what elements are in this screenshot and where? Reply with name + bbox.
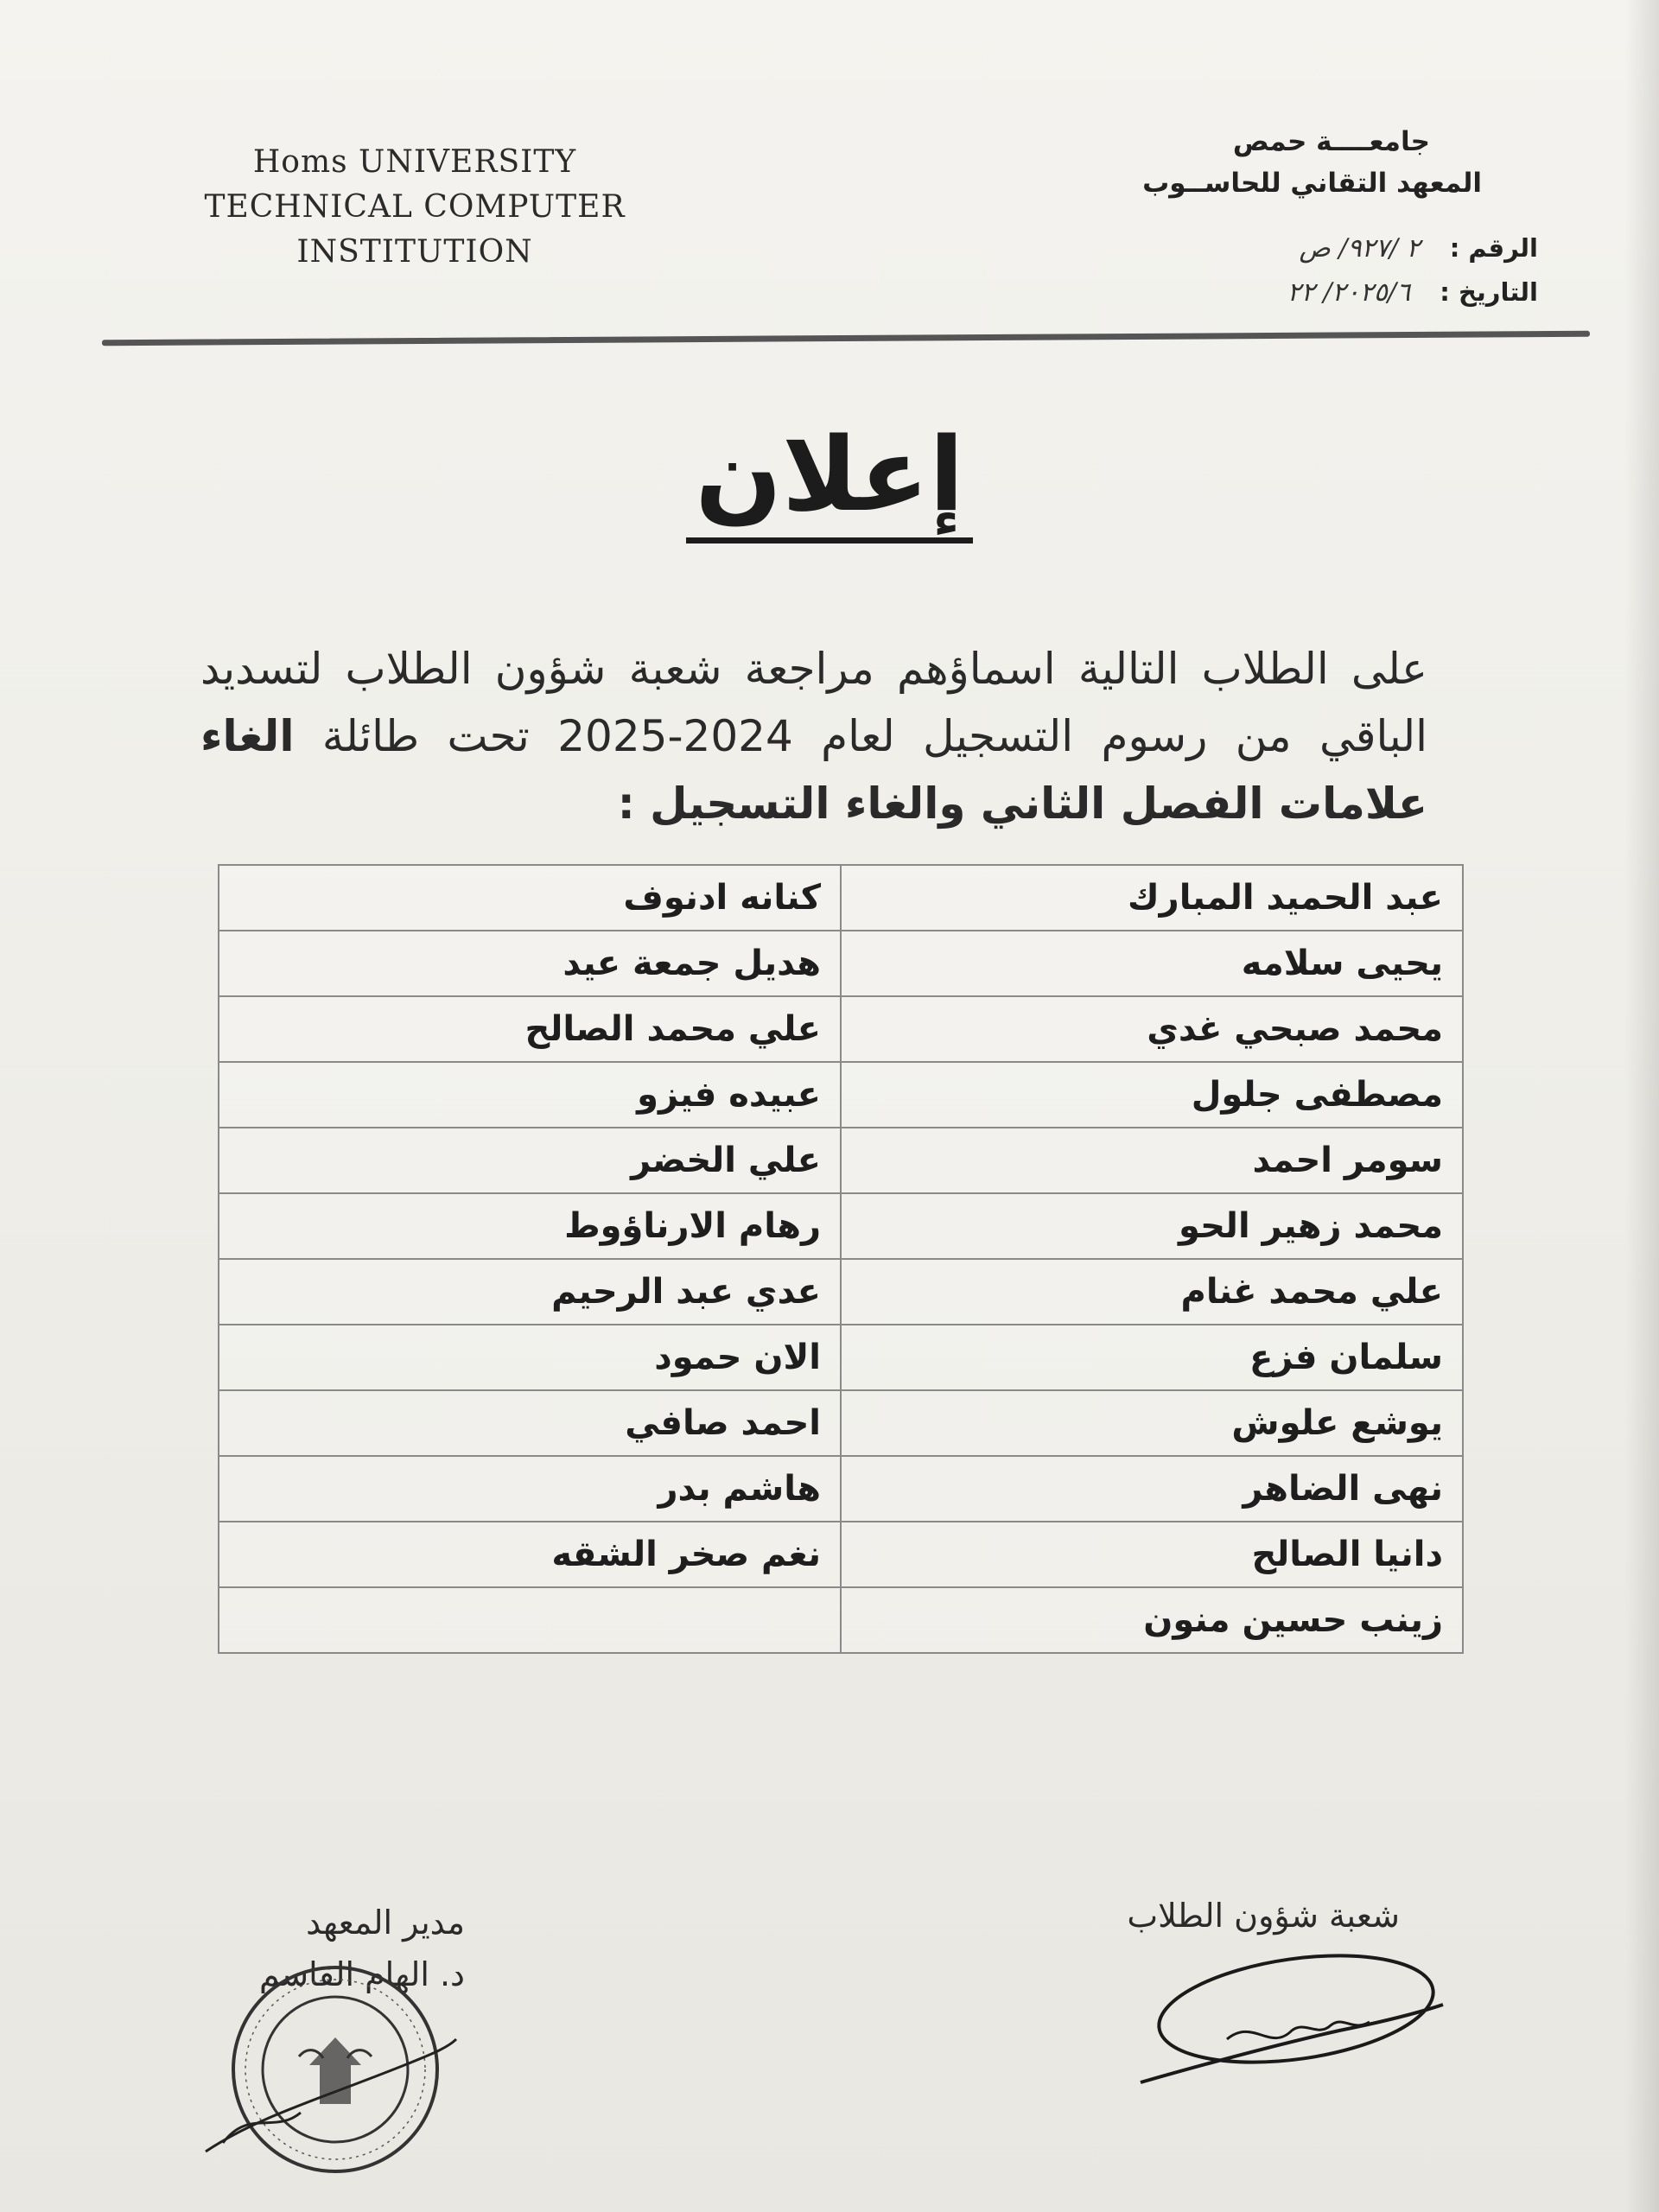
en-header-line-2: TECHNICAL COMPUTER [204,189,626,225]
student-name-cell: الان حمود [219,1325,841,1390]
header-divider [102,331,1590,346]
student-affairs-signature-block [1127,1897,1400,1935]
student-name-cell: عبيده فيزو [219,1062,841,1128]
table-row [219,1325,1463,1390]
director-title: مدير المعهد [306,1904,465,1942]
table-row [219,1062,1463,1128]
english-letterhead [173,140,657,275]
table-row [219,1587,1463,1653]
ar-header-line-2: المعهد التقاني للحاســوب [1142,168,1482,199]
student-name-cell: محمد زهير الحو [841,1193,1463,1259]
ar-header-line-1: جامعــــة حمص [1232,126,1430,157]
reference-block [1020,226,1538,315]
student-name-cell: رهام الارناؤوط [219,1193,841,1259]
student-name-cell: يوشع علوش [841,1390,1463,1456]
announcement-title [0,415,1659,534]
page-shadow [1624,0,1659,2212]
student-name-cell: نغم صخر الشقه [219,1522,841,1587]
student-name-cell: احمد صافي [219,1390,841,1456]
table-row [219,931,1463,996]
intro-text: على الطلاب التالية اسماؤهم مراجعة شعبة شؤون الطلاب لتسديد الباقي من رسوم التسجيل لعام 2024-2025 تحت طائلة [200,644,1427,761]
student-name-cell: عبد الحميد المبارك [841,865,1463,931]
student-name-cell: علي محمد الصالح [219,996,841,1062]
student-affairs-title: شعبة شؤون الطلاب [1127,1897,1400,1935]
student-name-cell [219,1587,841,1653]
handwritten-signature [1123,1936,1452,2100]
ref-number-label: الرقم : [1449,233,1538,263]
student-name-cell: عدي عبد الرحيم [219,1259,841,1325]
student-name-cell: علي محمد غنام [841,1259,1463,1325]
table-row [219,1522,1463,1587]
student-name-cell: هاشم بدر [219,1456,841,1522]
intro-bold-text: الغاء علامات الفصل الثاني والغاء التسجيل : [200,711,1427,829]
student-name-cell: كنانه ادنوف [219,865,841,931]
student-name-cell: نهى الضاهر [841,1456,1463,1522]
table-row [219,1128,1463,1193]
date-label: التاريخ : [1440,277,1538,307]
table-row [219,996,1463,1062]
table-row [219,1390,1463,1456]
arabic-letterhead [1033,121,1482,204]
ref-number-value: ٢ /٩٢٧/ ص [1299,233,1421,264]
ref-number-row [1020,226,1538,270]
director-name: د. الهام القاسم [259,1955,465,1993]
student-name-cell: هديل جمعة عيد [219,931,841,996]
title-text: إعلان [686,415,972,543]
student-name-cell: سومر احمد [841,1128,1463,1193]
table-row [219,1259,1463,1325]
en-header-line-1: Homs UNIVERSITY [252,144,577,180]
student-name-cell: مصطفى جلول [841,1062,1463,1128]
table-row [219,1456,1463,1522]
en-header-line-3: INSTITUTION [296,234,533,270]
students-table [218,864,1464,1654]
date-value: ٢٠٢٥/٦/ ٢٢ [1287,277,1411,308]
official-seal [197,1936,465,2186]
student-name-cell: محمد صبحي غدي [841,996,1463,1062]
student-name-cell: دانيا الصالح [841,1522,1463,1587]
student-name-cell: سلمان فزع [841,1325,1463,1390]
table-row [219,1193,1463,1259]
student-name-cell: زينب حسين منون [841,1587,1463,1653]
table-row [219,865,1463,931]
student-name-cell: علي الخضر [219,1128,841,1193]
student-name-cell: يحيى سلامه [841,931,1463,996]
date-row [1020,270,1538,315]
announcement-body [200,635,1427,837]
